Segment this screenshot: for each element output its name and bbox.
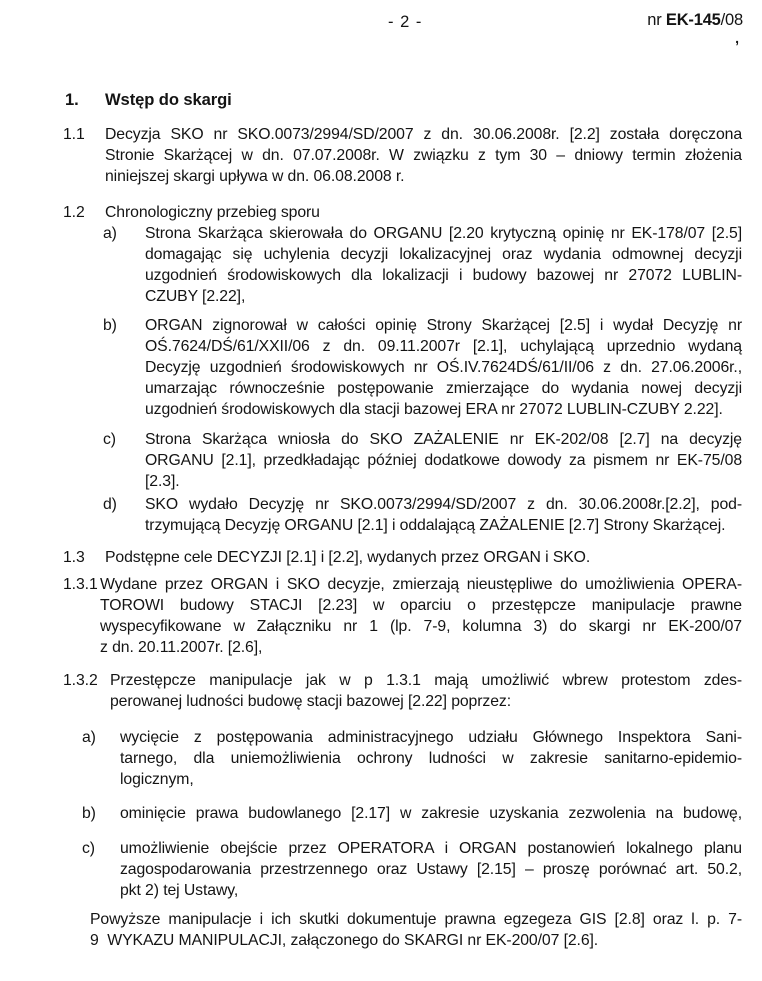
item-number: 1.3.2: [63, 672, 98, 689]
paragraph-text: [145, 223, 742, 307]
list-item-1-2-a: [103, 223, 742, 307]
text-line: TOROWI budowy STACJI [2.23] w oparciu o przestępcze manipulacje prawne: [100, 597, 742, 614]
paragraph-text: [145, 494, 742, 536]
item-number: a): [82, 729, 96, 746]
document-reference: [647, 11, 743, 30]
paragraph-text: [105, 547, 742, 568]
text-line: Podstępne cele DECYZJI [2.1] i [2.2], wydanych przez ORGAN i SKO.: [105, 549, 591, 566]
document-reference-prefix: nr: [647, 11, 666, 29]
text-line: Wydane przez ORGAN i SKO decyzje, zmierzają nieustępliwe do umożliwienia OPERA-: [100, 576, 742, 593]
text-line: uzgodnień środowiskowych dla stacji bazowej ERA nr 27072 LUBLIN-CZUBY 2.22].: [145, 401, 723, 418]
item-number: d): [103, 496, 117, 513]
text-line: z dn. 20.11.2007r. [2.6],: [100, 639, 263, 656]
list-item-1-3-2-b: [82, 803, 742, 824]
item-number: c): [103, 431, 116, 448]
heading-text: [105, 89, 742, 110]
text-line: pkt 2) tej Ustawy,: [120, 882, 239, 899]
paragraph-1-3: [63, 547, 742, 568]
text-line: [2.3].: [145, 473, 180, 490]
section-heading-1: [65, 89, 742, 110]
list-item-1-2-b: [103, 315, 742, 420]
paragraph-1-3-1: [63, 574, 742, 658]
text-line: domagając się uchylenia decyzji lokalizacyjnej oraz wydania odmownej decyzji: [145, 246, 742, 263]
text-line: ORGANU [2.1], przedkładając później dodatkowe dowody za pismem nr EK-75/08: [145, 452, 742, 469]
paragraph-1-2: [63, 202, 742, 223]
document-reference-suffix: /08: [720, 11, 743, 29]
item-number: b): [82, 805, 96, 822]
list-item-1-3-2-a: [82, 727, 742, 790]
text-line: logicznym,: [120, 771, 194, 788]
text-line: CZUBY [2.22],: [145, 288, 246, 305]
item-number: 1.3.1: [63, 576, 98, 593]
item-number: b): [103, 317, 117, 334]
list-item-1-2-d: [103, 494, 742, 536]
page-number: - 2 -: [388, 13, 423, 31]
paragraph-text: [145, 315, 742, 420]
item-number: 1.: [65, 90, 79, 109]
text-line: uzgodnień środowiskowych dla lokalizacji i budowy bazowej nr 27072 LUBLIN-: [145, 267, 742, 284]
paragraph-text: [105, 202, 742, 223]
paragraph-text: [120, 727, 742, 790]
closing-paragraph: [90, 909, 742, 951]
text-line: Przestępcze manipulacje jak w p 1.3.1 mają umożliwić wbrew protestom zdes-: [110, 672, 742, 689]
text-line: tarnego, dla uniemożliwienia ochrony ludności w zakresie sanitarno-epidemio-: [120, 750, 742, 767]
text-line: Decyzję uzgodnień środowiskowych nr OŚ.IV.7624DŚ/61/II/06 z dn. 27.06.2006r.,: [145, 359, 742, 376]
paragraph-text: [120, 838, 742, 901]
paragraph-text: [100, 574, 742, 658]
text-line: Stronie Skarżącej w dn. 07.07.2008r. W związku z tym 30 – dniowy termin złożenia: [105, 147, 742, 164]
paragraph-text: [90, 909, 742, 951]
paragraph-text: [145, 429, 742, 492]
item-number: c): [82, 840, 95, 857]
text-line: Decyzja SKO nr SKO.0073/2994/SD/2007 z dn. 30.06.2008r. [2.2] została doręczona: [105, 126, 742, 143]
text-line: ORGAN zignorował w całości opinię Strony Skarżącej [2.5] i wydał Decyzję nr: [145, 317, 742, 334]
text-line: zagospodarowania przestrzennego oraz Ustawy [2.15] – proszę porównać art. 50.2,: [120, 861, 742, 878]
paragraph-text: [120, 803, 742, 824]
scan-artifact-mark: ,: [735, 30, 739, 46]
item-number: 1.2: [63, 204, 85, 221]
text-line: umożliwienie obejście przez OPERATORA i ORGAN postanowień lokalnego planu: [120, 840, 742, 857]
text-line: niniejszej skargi upływa w dn. 06.08.2008 r.: [105, 168, 405, 185]
paragraph-text: [105, 124, 742, 187]
item-number: a): [103, 225, 117, 242]
paragraph-text: [110, 670, 742, 712]
text-line: Strona Skarżąca wniosła do SKO ZAŻALENIE nr EK-202/08 [2.7] na decyzję: [145, 431, 742, 448]
text-line: trzymującą Decyzję ORGANU [2.1] i oddalającą ZAŻALENIE [2.7] Strony Skarżącej.: [145, 517, 726, 534]
text-line: wycięcie z postępowania administracyjnego udziału Głównego Inspektora Sani-: [120, 729, 742, 746]
text-line: wyspecyfikowane w Załączniku nr 1 (lp. 7-9, kolumna 3) do skargi nr EK-200/07: [100, 618, 742, 635]
item-number: 1.1: [63, 126, 85, 143]
text-line: OŚ.7624/DŚ/61/XXII/06 z dn. 09.11.2007r [2.1], uchylającą uprzednio wydaną: [145, 338, 742, 355]
text-line: ominięcie prawa budowlanego [2.17] w zakresie uzyskania zezwolenia na budowę,: [120, 805, 742, 822]
text-line: Strona Skarżąca skierowała do ORGANU [2.20 krytyczną opinię nr EK-178/07 [2.5]: [145, 225, 742, 242]
paragraph-1-3-2: [63, 670, 742, 712]
list-item-1-2-c: [103, 429, 742, 492]
document-reference-number: EK-145: [665, 11, 721, 29]
text-line: SKO wydało Decyzję nr SKO.0073/2994/SD/2007 z dn. 30.06.2008r.[2.2], pod-: [145, 496, 742, 513]
paragraph-1-1: [63, 124, 742, 187]
text-line: perowanej ludności budowę stacji bazowej [2.22] poprzez:: [110, 693, 511, 710]
text-line: Wstęp do skargi: [105, 90, 232, 109]
text-line: 9 WYKAZU MANIPULACJI, załączonego do SKARGI nr EK-200/07 [2.6].: [90, 932, 599, 949]
text-line: Chronologiczny przebieg sporu: [105, 204, 320, 221]
text-line: Powyższe manipulacje i ich skutki dokumentuje prawna egzegeza GIS [2.8] oraz l. p. 7-: [90, 911, 742, 928]
list-item-1-3-2-c: [82, 838, 742, 901]
text-line: umarzając równocześnie postępowanie zmierzające do wydania nowej decyzji: [145, 380, 742, 397]
item-number: 1.3: [63, 549, 85, 566]
